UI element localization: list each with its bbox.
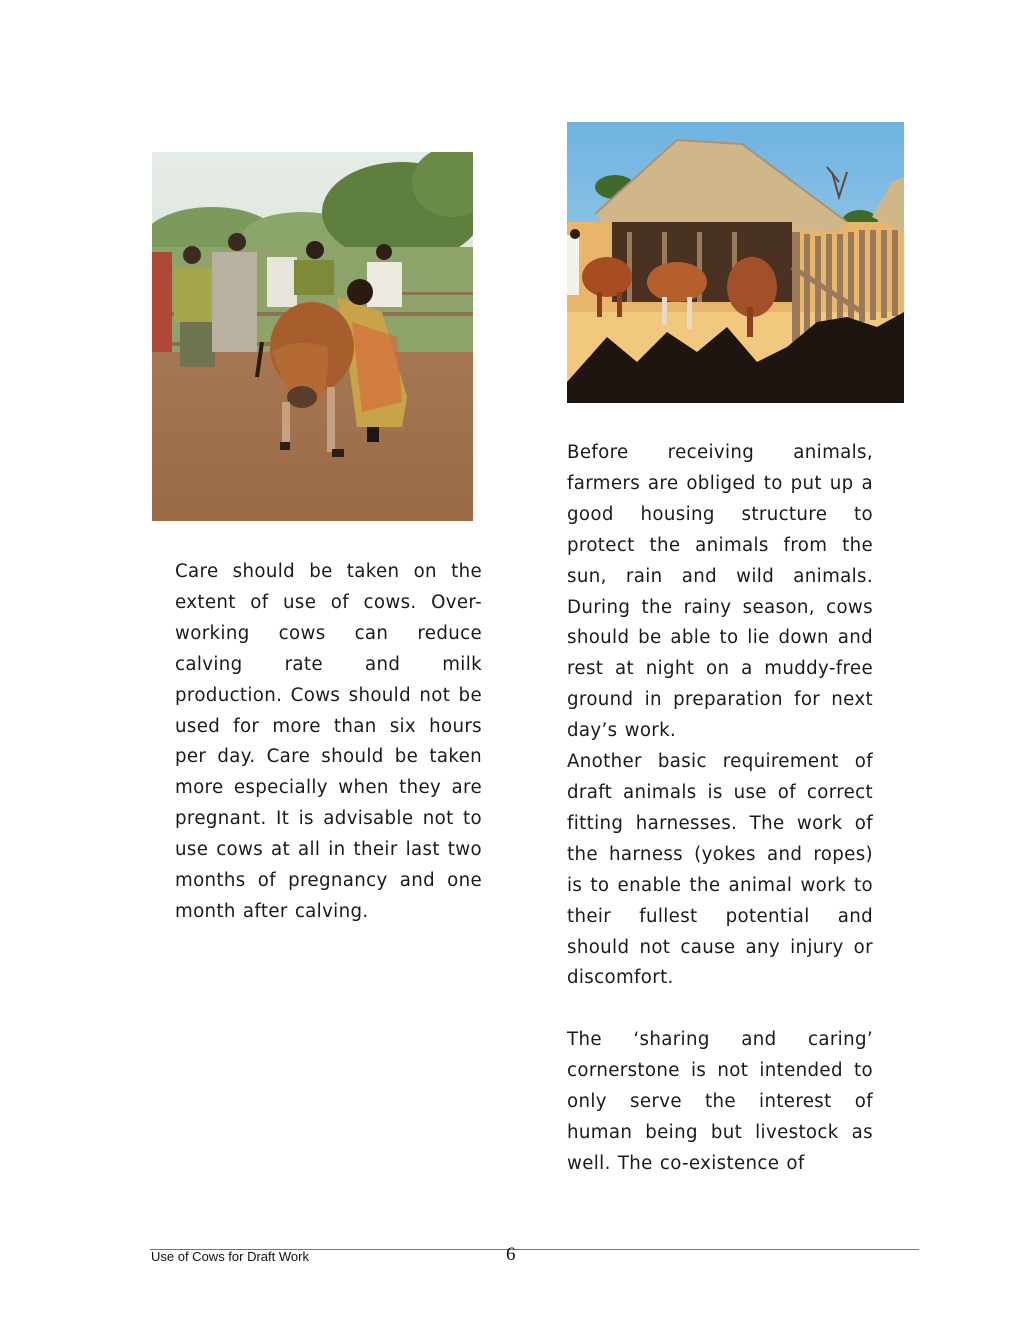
page-number: 6 [506,1244,516,1265]
left-text-column [175,557,482,928]
photo-cow-with-farmer [152,152,473,521]
cattle-kraal-image [567,122,904,403]
paragraph-harness: Another basic requirement of draft animals is use of correct fitting harnesses. The work of the harness (yokes and ropes) is to enable the animal work to their fullest potential and should not cause any injury or discomfort. [567,751,873,989]
footer-title: Use of Cows for Draft Work [151,1249,309,1264]
paragraph-cow-use-care: Care should be taken on the extent of use of cows. Over-working cows can reduce calving rate and milk production. Cows should not be used for more than six hours per day. Care should be taken more especially when they are pregnant. It is advisable not to use cows at all in their last two months of pregnancy and one month after calving. [175,561,482,922]
right-text-column [567,438,873,1180]
cow-with-farmer-image [152,152,473,521]
photo-cattle-kraal [567,122,904,403]
paragraph-sharing-caring: The ‘sharing and caring’ cornerstone is not intended to only serve the interest of human being but livestock as well. The co-existence of [567,1029,873,1174]
paragraph-gap [567,994,873,1025]
paragraph-housing: Before receiving animals, farmers are obliged to put up a good housing structure to protect the animals from the sun, rain and wild animals. During the rainy season, cows should be able to lie down and rest at night on a muddy-free ground in preparation for next day’s work. [567,442,873,742]
